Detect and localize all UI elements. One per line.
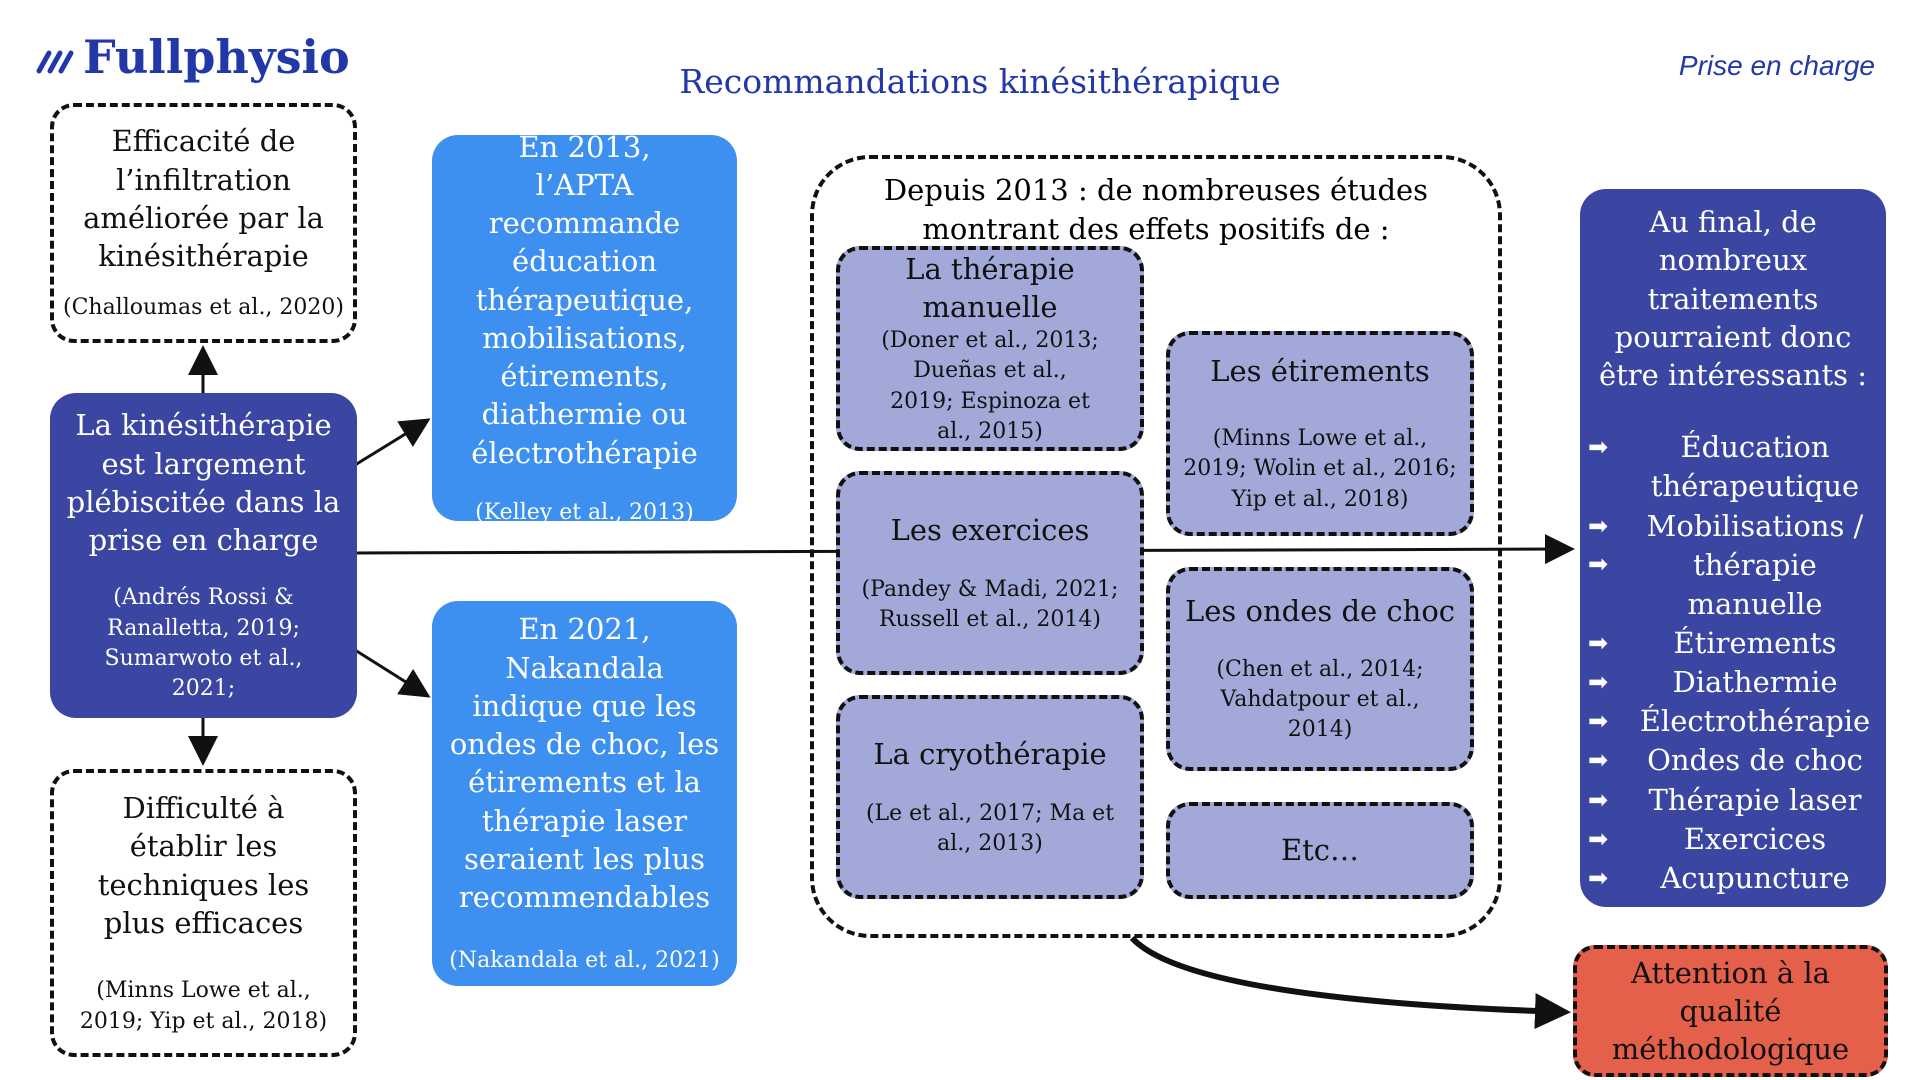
exercises-citation: (Pandey & Madi, 2021; Russell et al., 2014) — [861, 576, 1119, 633]
list-item: ➡ Thérapie laser — [1580, 781, 1886, 820]
list-item: ➡ Exercices — [1580, 820, 1886, 859]
methodology-warning-box — [1573, 945, 1888, 1077]
cryotherapy-title: La cryothérapie — [873, 736, 1107, 771]
cryotherapy-citation: (Le et al., 2017; Ma et al., 2013) — [865, 800, 1115, 857]
nakandala-recommendation-box — [432, 601, 737, 986]
difficulty-box — [50, 769, 357, 1057]
nakandala-recommendation-citation: (Nakandala et al., 2021) — [449, 948, 720, 974]
stretching-box — [1166, 331, 1474, 536]
physio-widely-recommended-box — [50, 393, 357, 718]
exercises-box — [836, 471, 1144, 675]
shockwaves-title: Les ondes de choc — [1184, 594, 1456, 629]
arrow-right-icon: ➡ ➡ — [1588, 511, 1609, 578]
difficulty-text: Difficulté à établir les techniques les plus efficaces — [97, 791, 310, 940]
stretching-title: Les étirements — [1210, 353, 1430, 388]
methodology-warning-text: Attention à la qualité méthodologique — [1611, 955, 1850, 1067]
shockwaves-citation: (Chen et al., 2014; Vahdatpour et al., 2014) — [1216, 656, 1424, 743]
nakandala-recommendation-text: En 2021, Nakandala indique que les ondes de choc, les étirements et la thérapie laser seraient les plus recommendables — [449, 612, 720, 915]
arrow-to-nakandala-box — [355, 650, 428, 696]
difficulty-citation: (Minns Lowe et al., 2019; Yip et al., 2018) — [79, 978, 328, 1034]
logo-text: Fullphysio — [83, 30, 350, 84]
arrow-right-icon: ➡ — [1588, 433, 1609, 462]
apta-recommendation-box — [432, 129, 737, 526]
list-item: ➡ Électrothérapie — [1580, 702, 1886, 741]
arrow-right-icon: ➡ — [1588, 668, 1609, 697]
apta-recommendation-citation: (Kelley et al., 2013) — [475, 500, 694, 526]
arrow-right-icon: ➡ — [1588, 629, 1609, 658]
studies-container-title: Depuis 2013 : de nombreuses études montrant des effets positifs de : — [883, 173, 1429, 247]
list-item: ➡ Ondes de choc — [1580, 741, 1886, 780]
list-item: ➡ Diathermie — [1580, 663, 1886, 702]
arrow-right-icon: ➡ — [1588, 707, 1609, 736]
arrow-right-icon: ➡ — [1588, 746, 1609, 775]
exercises-title: Les exercices — [890, 512, 1090, 547]
list-item: ➡ Acupuncture — [1580, 859, 1886, 898]
arrow-right-icon: ➡ — [1588, 824, 1609, 853]
cryotherapy-box — [836, 695, 1144, 899]
infiltration-text: Efficacité de l’infiltration améliorée par la kinésithérapie — [83, 124, 324, 274]
list-item: ➡ ➡ Mobilisations / thérapie manuelle — [1580, 507, 1886, 624]
physio-widely-recommended-citation: (Andrés Rossi & Ranalletta, 2019; Sumarwoto et al., 2021; — [104, 585, 303, 702]
apta-recommendation-text: En 2013, l’APTA recommande éducation thérapeutique, mobilisations, étirements, diathermie ou électrothérapie — [471, 129, 698, 470]
arrow-to-apta-box — [355, 420, 428, 465]
infiltration-citation: (Challoumas et al., 2020) — [62, 295, 344, 321]
arrow-right-icon: ➡ — [1588, 863, 1609, 892]
final-treatments-list — [1580, 428, 1886, 898]
manual-therapy-citation: (Doner et al., 2013; Dueñas et al., 2019; Espinoza et al., 2015) — [881, 328, 1099, 445]
manual-therapy-box — [836, 246, 1144, 451]
list-item: ➡ Étirements — [1580, 624, 1886, 663]
page-subtitle: Prise en charge — [1678, 50, 1875, 81]
page-title: Recommandations kinésithérapique — [679, 62, 1281, 101]
arrow-to-warning-box — [1132, 938, 1565, 1012]
shockwaves-box — [1166, 567, 1474, 771]
manual-therapy-title: La thérapie manuelle — [905, 251, 1075, 324]
final-treatments-box — [1580, 189, 1886, 907]
list-item: ➡ Éducation thérapeutique — [1580, 428, 1886, 506]
final-treatments-title: Au final, de nombreux traitements pourraient donc être intéressants : — [1598, 205, 1868, 393]
etc-title: Etc… — [1280, 833, 1360, 868]
etc-box — [1166, 802, 1474, 899]
arrow-right-icon: ➡ — [1588, 785, 1609, 814]
infiltration-box — [50, 103, 357, 343]
stretching-citation: (Minns Lowe et al., 2019; Wolin et al., 2016; Yip et al., 2018) — [1183, 426, 1457, 512]
physio-widely-recommended-text: La kinésithérapie est largement plébiscitée dans la prise en charge — [66, 408, 341, 558]
